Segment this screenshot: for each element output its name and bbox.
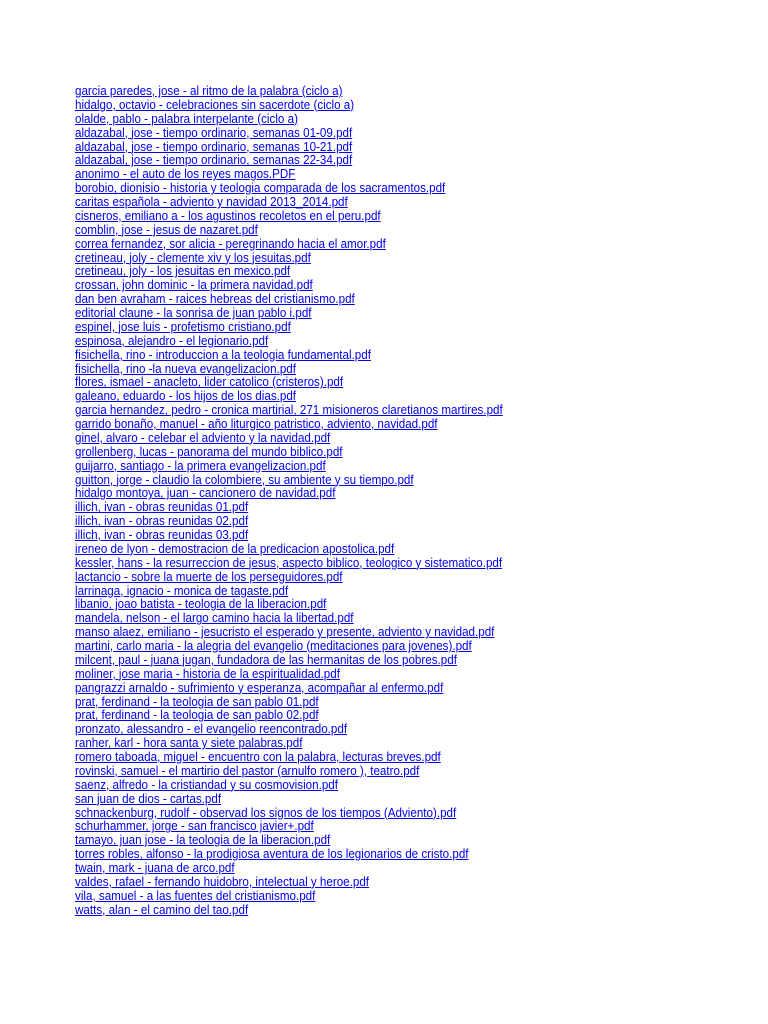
list-item bbox=[75, 848, 535, 862]
list-item bbox=[75, 834, 535, 848]
file-link[interactable]: garrido bonaño, manuel - año liturgico patristico, adviento, navidad.pdf bbox=[75, 417, 438, 431]
list-item bbox=[75, 182, 535, 196]
list-item bbox=[75, 807, 535, 821]
list-item bbox=[75, 668, 535, 682]
file-link[interactable]: tamayo, juan jose - la teologia de la liberacion.pdf bbox=[75, 833, 331, 848]
file-link[interactable]: galeano, eduardo - los hijos de los dias.pdf bbox=[75, 389, 297, 404]
file-link[interactable]: garcia hernandez, pedro - cronica martirial, 271 misioneros claretianos martires.pdf bbox=[75, 403, 503, 418]
list-item bbox=[75, 515, 535, 529]
list-item bbox=[75, 779, 535, 793]
list-item bbox=[75, 252, 535, 266]
list-item bbox=[75, 820, 535, 834]
file-link[interactable]: pangrazzi arnaldo - sufrimiento y esperanza, acompañar al enfermo.pdf bbox=[75, 680, 444, 695]
file-link[interactable]: romero taboada, miguel - encuentro con la palabra, lecturas breves.pdf bbox=[75, 750, 441, 764]
file-link[interactable]: libanio, joao batista - teologia de la liberacion.pdf bbox=[75, 597, 327, 612]
list-item bbox=[75, 612, 535, 626]
file-link[interactable]: illich, ivan - obras reunidas 03.pdf bbox=[75, 528, 249, 542]
list-item bbox=[75, 640, 535, 654]
file-link[interactable]: cisneros, emiliano a - los agustinos recoletos en el peru.pdf bbox=[75, 208, 381, 223]
list-item bbox=[75, 238, 535, 252]
file-link[interactable]: valdes, rafael - fernando huidobro, intelectual y heroe.pdf bbox=[75, 874, 370, 889]
file-link[interactable]: cretineau, joly - clemente xiv y los jesuitas.pdf bbox=[75, 250, 311, 265]
file-link[interactable]: aldazabal, jose - tiempo ordinario, semanas 01-09.pdf bbox=[75, 125, 353, 140]
file-link[interactable]: schurhammer, jorge - san francisco javier+.pdf bbox=[75, 819, 314, 834]
list-item bbox=[75, 585, 535, 599]
list-item bbox=[75, 460, 535, 474]
list-item bbox=[75, 210, 535, 224]
file-link[interactable]: san juan de dios - cartas.pdf bbox=[75, 791, 222, 806]
file-link[interactable]: flores, ismael - anacleto, lider catolico (cristeros).pdf bbox=[75, 375, 344, 390]
list-item bbox=[75, 501, 535, 515]
list-item bbox=[75, 279, 535, 293]
list-item bbox=[75, 793, 535, 807]
list-item bbox=[75, 598, 535, 612]
file-link[interactable]: aldazabal, jose - tiempo ordinario, semanas 10-21.pdf bbox=[75, 139, 353, 154]
file-link-list bbox=[75, 85, 535, 918]
list-item bbox=[75, 85, 535, 99]
list-item bbox=[75, 376, 535, 390]
file-link[interactable]: correa fernandez, sor alicia - peregrinando hacia el amor.pdf bbox=[75, 236, 386, 251]
list-item bbox=[75, 363, 535, 377]
file-link[interactable]: milcent, paul - juana jugan, fundadora de las hermanitas de los pobres.pdf bbox=[75, 652, 457, 667]
file-link[interactable]: twain, mark - juana de arco.pdf bbox=[75, 861, 235, 875]
list-item bbox=[75, 571, 535, 585]
list-item bbox=[75, 307, 535, 321]
file-link[interactable]: pronzato, alessandro - el evangelio reencontrado.pdf bbox=[75, 722, 348, 737]
file-link[interactable]: espinel, jose luis - profetismo cristiano.pdf bbox=[75, 319, 291, 334]
list-item bbox=[75, 335, 535, 349]
file-link[interactable]: espinosa, alejandro - el legionario.pdf bbox=[75, 333, 269, 348]
list-item bbox=[75, 293, 535, 307]
list-item bbox=[75, 321, 535, 335]
list-item bbox=[75, 904, 535, 918]
list-item bbox=[75, 529, 535, 543]
list-item bbox=[75, 446, 535, 460]
list-item bbox=[75, 487, 535, 501]
list-item bbox=[75, 404, 535, 418]
list-item bbox=[75, 474, 535, 488]
file-link[interactable]: saenz, alfredo - la cristiandad y su cosmovision.pdf bbox=[75, 777, 338, 792]
file-link[interactable]: manso alaez, emiliano - jesucristo el esperado y presente, adviento y navidad.pdf bbox=[75, 625, 495, 640]
file-link[interactable]: schnackenburg, rudolf - observad los signos de los tiempos (Adviento).pdf bbox=[75, 805, 457, 820]
file-link[interactable]: comblin, jose - jesus de nazaret.pdf bbox=[75, 222, 258, 237]
file-link[interactable]: fisichella, rino -la nueva evangelizacion.pdf bbox=[75, 361, 297, 376]
file-link[interactable]: cretineau, joly - los jesuitas en mexico.pdf bbox=[75, 264, 291, 279]
file-link[interactable]: mandela, nelson - el largo camino hacia la libertad.pdf bbox=[75, 611, 354, 626]
file-link[interactable]: garcia paredes, jose - al ritmo de la palabra (ciclo a) bbox=[75, 84, 343, 98]
file-link[interactable]: watts, alan - el camino del tao.pdf bbox=[75, 902, 249, 917]
file-link[interactable]: martini, carlo maria - la alegria del evangelio (meditaciones para jovenes).pdf bbox=[75, 639, 472, 653]
file-link[interactable]: illich, ivan - obras reunidas 01.pdf bbox=[75, 500, 249, 515]
file-link[interactable]: prat, ferdinand - la teologia de san pablo 01.pdf bbox=[75, 694, 319, 709]
list-item bbox=[75, 737, 535, 751]
file-link[interactable]: kessler, hans - la resurreccion de jesus, aspecto biblico, teologico y sistematico.pdf bbox=[75, 555, 503, 570]
file-link[interactable]: hidalgo, octavio - celebraciones sin sacerdote (ciclo a) bbox=[75, 97, 355, 112]
list-item bbox=[75, 432, 535, 446]
file-link[interactable]: moliner, jose maria - historia de la espiritualidad.pdf bbox=[75, 666, 340, 681]
list-item bbox=[75, 390, 535, 404]
file-link[interactable]: grollenberg, lucas - panorama del mundo biblico.pdf bbox=[75, 444, 343, 459]
list-item bbox=[75, 154, 535, 168]
list-item bbox=[75, 349, 535, 363]
list-item bbox=[75, 626, 535, 640]
file-link[interactable]: crossan, john dominic - la primera navidad.pdf bbox=[75, 278, 313, 293]
file-link[interactable]: caritas española - adviento y navidad 2013_2014.pdf bbox=[75, 195, 348, 209]
file-link[interactable]: illich, ivan - obras reunidas 02.pdf bbox=[75, 514, 249, 529]
list-item bbox=[75, 862, 535, 876]
file-link[interactable]: aldazabal, jose - tiempo ordinario, semanas 22-34.pdf bbox=[75, 153, 353, 168]
file-link[interactable]: larrinaga, ignacio - monica de tagaste.pdf bbox=[75, 583, 289, 598]
list-item bbox=[75, 709, 535, 723]
file-link[interactable]: vila, samuel - a las fuentes del cristianismo.pdf bbox=[75, 888, 316, 903]
list-item bbox=[75, 127, 535, 141]
file-link[interactable]: hidalgo montoya, juan - cancionero de navidad.pdf bbox=[75, 486, 336, 501]
list-item bbox=[75, 543, 535, 557]
file-link[interactable]: ireneo de lyon - demostracion de la predicacion apostolica.pdf bbox=[75, 541, 395, 556]
file-link[interactable]: guitton, jorge - claudio la colombiere, su ambiente y su tiempo.pdf bbox=[75, 472, 414, 487]
file-link[interactable]: guijarro, santiago - la primera evangelizacion.pdf bbox=[75, 458, 326, 473]
list-item bbox=[75, 654, 535, 668]
list-item bbox=[75, 113, 535, 127]
list-item bbox=[75, 696, 535, 710]
file-link[interactable]: borobio, dionisio - historia y teologia comparada de los sacramentos.pdf bbox=[75, 181, 446, 196]
file-link[interactable]: anonimo - el auto de los reyes magos.PDF bbox=[75, 167, 296, 182]
list-item bbox=[75, 890, 535, 904]
list-item bbox=[75, 265, 535, 279]
file-link[interactable]: olalde, pablo - palabra interpelante (ciclo a) bbox=[75, 111, 298, 126]
file-link[interactable]: dan ben avraham - raices hebreas del cristianismo.pdf bbox=[75, 292, 355, 307]
list-item bbox=[75, 168, 535, 182]
list-item bbox=[75, 141, 535, 155]
list-item bbox=[75, 557, 535, 571]
list-item bbox=[75, 723, 535, 737]
file-link[interactable]: prat, ferdinand - la teologia de san pablo 02.pdf bbox=[75, 708, 319, 723]
file-link[interactable]: torres robles, alfonso - la prodigiosa aventura de los legionarios de cristo.pdf bbox=[75, 847, 469, 862]
list-item bbox=[75, 682, 535, 696]
file-link[interactable]: lactancio - sobre la muerte de los perseguidores.pdf bbox=[75, 569, 343, 584]
file-link[interactable]: rovinski, samuel - el martirio del pastor (arnulfo romero ), teatro.pdf bbox=[75, 763, 420, 778]
list-item bbox=[75, 876, 535, 890]
file-link[interactable]: ranher, karl - hora santa y siete palabras.pdf bbox=[75, 736, 303, 751]
list-item bbox=[75, 196, 535, 210]
list-item bbox=[75, 765, 535, 779]
list-item bbox=[75, 224, 535, 238]
file-link[interactable]: fisichella, rino - introduccion a la teologia fundamental.pdf bbox=[75, 347, 371, 362]
file-link[interactable]: editorial claune - la sonrisa de juan pablo i.pdf bbox=[75, 306, 312, 320]
list-item bbox=[75, 751, 535, 765]
file-link[interactable]: ginel, alvaro - celebar el adviento y la navidad.pdf bbox=[75, 430, 331, 445]
list-item bbox=[75, 418, 535, 432]
list-item bbox=[75, 99, 535, 113]
